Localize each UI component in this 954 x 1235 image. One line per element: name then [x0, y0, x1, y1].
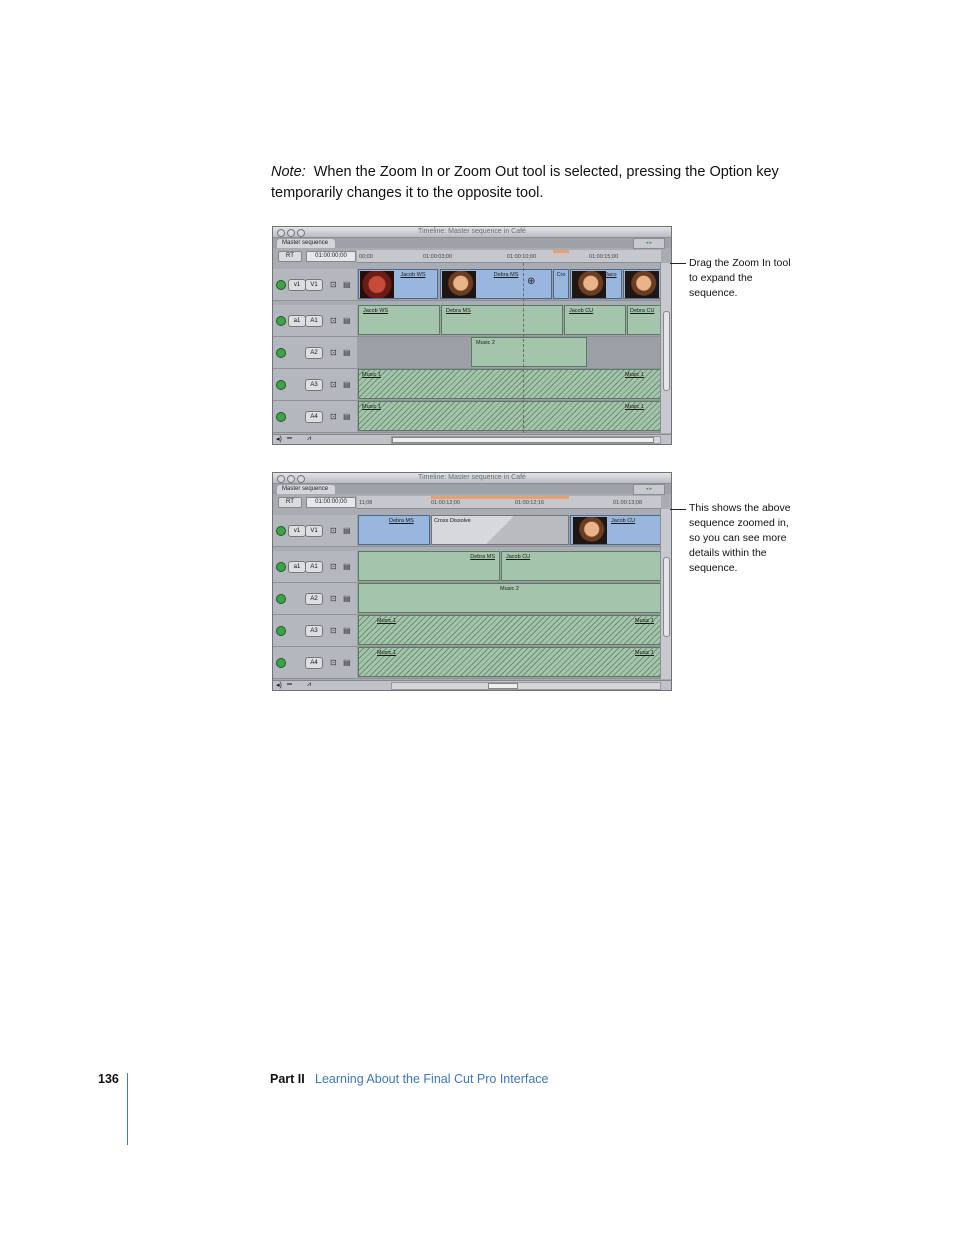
video-clip[interactable] [623, 269, 661, 299]
clip-label: Cro [556, 272, 566, 278]
destination-track-button[interactable]: A1 [305, 561, 323, 573]
track-a1 [273, 551, 661, 583]
window-title: Timeline: Master sequence in Café [418, 228, 526, 235]
tab-master-sequence[interactable]: Master sequence [277, 239, 335, 248]
clip-label: Jacob CU [506, 554, 531, 560]
horizontal-zoom-scrollbar[interactable] [391, 436, 661, 444]
timeline-bottom-bar [273, 434, 671, 444]
callout-leader-line [670, 263, 686, 264]
clip-label: Jacob CU [611, 518, 636, 524]
destination-track-button[interactable]: A3 [305, 379, 323, 391]
note-paragraph [271, 162, 791, 204]
clip-label: Music 2 [476, 340, 495, 346]
zoom-in-cursor-icon: ⊕ [527, 276, 536, 287]
auto-select-icon[interactable]: ▤ [343, 412, 351, 421]
auto-select-icon[interactable]: ▤ [343, 658, 351, 667]
scroll-thumb[interactable] [663, 557, 670, 637]
render-range-bar [553, 250, 569, 253]
auto-select-icon[interactable]: ▤ [343, 280, 351, 289]
audio-icon[interactable]: ◂) [276, 436, 282, 443]
source-patch-button[interactable]: v1 [288, 525, 306, 537]
clip-label: Music 1 [362, 404, 381, 410]
track-lane [357, 369, 661, 400]
auto-select-icon[interactable]: ▤ [343, 380, 351, 389]
clip-thumbnail [573, 517, 607, 544]
audio-clip[interactable] [564, 305, 626, 335]
tab-master-sequence[interactable]: Master sequence [277, 485, 335, 494]
tab-row [273, 238, 671, 248]
clip-label: Music 1 [377, 618, 396, 624]
minimize-button-icon[interactable] [287, 475, 295, 483]
clip-overlays-icon[interactable]: ⩘ [307, 681, 311, 688]
lock-icon[interactable]: ⊡ [330, 658, 337, 667]
video-clip[interactable] [570, 515, 661, 545]
source-patch-button[interactable]: v1 [288, 279, 306, 291]
audio-clip[interactable] [441, 305, 563, 335]
track-a3 [273, 369, 661, 401]
close-button-icon[interactable] [277, 475, 285, 483]
vertical-scrollbar[interactable] [660, 263, 671, 433]
track-header [273, 401, 357, 432]
track-header [273, 305, 357, 336]
video-clip[interactable] [358, 269, 438, 299]
track-a1 [273, 305, 661, 337]
window-title: Timeline: Master sequence in Café [418, 474, 526, 481]
clip-label: Debra MS [389, 518, 414, 524]
vertical-scrollbar[interactable] [660, 509, 671, 679]
track-a4 [273, 647, 661, 679]
track-lane [357, 269, 661, 300]
window-titlebar [273, 473, 671, 484]
auto-select-icon[interactable]: ▤ [343, 526, 351, 535]
lock-icon[interactable]: ⊡ [330, 380, 337, 389]
ruler-tick-label: 01:00:13;08 [613, 500, 643, 506]
render-range-bar [431, 496, 569, 499]
timeline-window-zoomed-in [272, 472, 672, 691]
video-clip[interactable] [358, 515, 430, 545]
destination-track-button[interactable]: A1 [305, 315, 323, 327]
audible-icon[interactable] [276, 412, 286, 422]
audio-clip[interactable] [358, 305, 440, 335]
footer-chapter-title: Learning About the Final Cut Pro Interface [315, 1072, 549, 1086]
ruler-tick-label: 01:00:10;00 [507, 254, 537, 260]
clip-label: Debra MS [446, 308, 471, 314]
footer-divider [127, 1073, 128, 1145]
ruler-tick-label: 01:00:12;00 [431, 500, 461, 506]
track-lane [357, 515, 661, 546]
lock-icon[interactable]: ⊡ [330, 348, 337, 357]
clip-label: Debra MS [493, 272, 519, 278]
track-v1 [273, 515, 661, 547]
track-a2 [273, 337, 661, 369]
timeline-window-zoomed-out [272, 226, 672, 445]
audible-icon[interactable] [276, 562, 286, 572]
auto-select-icon[interactable]: ▤ [343, 594, 351, 603]
auto-select-icon[interactable]: ▤ [343, 562, 351, 571]
clip-label: Music 1 [625, 372, 644, 378]
window-titlebar [273, 227, 671, 238]
lock-icon[interactable]: ⊡ [330, 280, 337, 289]
ruler-tick-label: 01:00:12;16 [515, 500, 545, 506]
source-patch-button[interactable]: a1 [288, 561, 306, 573]
zoom-button-icon[interactable] [297, 229, 305, 237]
timeline-bottom-bar [273, 680, 671, 690]
transition-label: Cross Dissolve [434, 518, 471, 524]
zoom-control-icon[interactable]: ◂ ▸ [633, 484, 665, 495]
clip-label: Music 1 [362, 372, 381, 378]
note-text: When the Zoom In or Zoom Out tool is selected, pressing the Option key temporarily changes it to the opposite tool. [271, 164, 779, 201]
audio-clip[interactable] [627, 305, 661, 335]
clip-label: Debra CU [630, 308, 655, 314]
destination-track-button[interactable]: V1 [305, 279, 323, 291]
callout-text: Drag the Zoom In tool to expand the sequence. [689, 257, 791, 299]
time-ruler[interactable] [357, 250, 661, 263]
track-header [273, 615, 357, 646]
clip-label: Music 1 [635, 650, 654, 656]
clip-thumbnail [625, 271, 659, 298]
clip-label: Jacob WS [363, 308, 389, 314]
clip-label: Music 1 [635, 618, 654, 624]
ruler-tick-label: 00;00 [359, 254, 373, 260]
track-height-icon[interactable]: ═ [287, 681, 292, 688]
track-header [273, 515, 357, 546]
clip-label: Jacob CU [569, 308, 594, 314]
track-lane [357, 615, 661, 646]
track-visibility-icon[interactable] [276, 280, 286, 290]
clip-label: Jacob WS [400, 272, 426, 278]
track-header [273, 269, 357, 300]
track-a4 [273, 401, 661, 433]
track-header [273, 337, 357, 368]
audio-clip[interactable] [358, 647, 661, 677]
time-ruler[interactable] [357, 496, 661, 509]
track-lane [357, 583, 661, 614]
transition-clip[interactable] [553, 269, 569, 299]
minimize-button-icon[interactable] [287, 229, 295, 237]
track-header [273, 647, 357, 678]
tab-row [273, 484, 671, 494]
audio-clip[interactable] [358, 583, 661, 613]
source-patch-button[interactable]: a1 [288, 315, 306, 327]
clip-label: Jaco [605, 272, 617, 278]
auto-select-icon[interactable]: ▤ [343, 348, 351, 357]
lock-icon[interactable]: ⊡ [330, 316, 337, 325]
audio-clip[interactable] [358, 551, 500, 581]
cross-dissolve-transition[interactable] [431, 515, 569, 545]
ruler-tick-label: 01:00:03;00 [423, 254, 453, 260]
track-height-icon[interactable]: ═ [287, 435, 292, 442]
lock-icon[interactable]: ⊡ [330, 526, 337, 535]
scroll-thumb[interactable] [663, 311, 670, 391]
footer-part-label: Part II [270, 1072, 305, 1086]
destination-track-button[interactable]: A4 [305, 657, 323, 669]
track-header [273, 551, 357, 582]
audible-icon[interactable] [276, 348, 286, 358]
zoom-button-icon[interactable] [297, 475, 305, 483]
audio-clip[interactable] [358, 369, 661, 399]
timecode-field[interactable]: 01:00:00;00 [306, 497, 356, 508]
audible-icon[interactable] [276, 380, 286, 390]
clip-thumbnail [572, 271, 606, 298]
track-lane [357, 401, 661, 432]
track-a2 [273, 583, 661, 615]
page-number: 136 [98, 1072, 119, 1086]
audio-clip[interactable] [358, 615, 661, 645]
auto-select-icon[interactable]: ▤ [343, 316, 351, 325]
audio-icon[interactable]: ◂) [276, 682, 282, 689]
clip-label: Music 1 [625, 404, 644, 410]
zoom-slider-thumb[interactable] [488, 683, 518, 689]
track-a3 [273, 615, 661, 647]
rt-menu-button[interactable]: RT [278, 251, 302, 262]
destination-track-button[interactable]: V1 [305, 525, 323, 537]
note-label: Note: [271, 164, 306, 180]
clip-label: Music 2 [500, 586, 519, 592]
audio-clip[interactable] [501, 551, 661, 581]
lock-icon[interactable]: ⊡ [330, 562, 337, 571]
destination-track-button[interactable]: A4 [305, 411, 323, 423]
lock-icon[interactable]: ⊡ [330, 626, 337, 635]
audio-clip[interactable] [471, 337, 587, 367]
zoom-control-icon[interactable]: ◂ ▸ [633, 238, 665, 249]
auto-select-icon[interactable]: ▤ [343, 626, 351, 635]
track-lane [357, 551, 661, 582]
audio-clip[interactable] [358, 401, 661, 431]
destination-track-button[interactable]: A2 [305, 347, 323, 359]
track-v1 [273, 269, 661, 301]
destination-track-button[interactable]: A2 [305, 593, 323, 605]
video-clip[interactable] [570, 269, 622, 299]
clip-label: Music 1 [377, 650, 396, 656]
timecode-field[interactable]: 01:00:00;00 [306, 251, 356, 262]
ruler-tick-label: 01:00:15;00 [589, 254, 619, 260]
track-lane [357, 337, 661, 368]
track-header [273, 583, 357, 614]
playhead[interactable] [523, 263, 524, 433]
track-visibility-icon[interactable] [276, 526, 286, 536]
audible-icon[interactable] [276, 626, 286, 636]
horizontal-zoom-scrollbar[interactable] [391, 682, 661, 690]
callout-leader-line [670, 509, 686, 510]
close-button-icon[interactable] [277, 229, 285, 237]
track-header [273, 369, 357, 400]
destination-track-button[interactable]: A3 [305, 625, 323, 637]
zoom-slider-thumb[interactable] [392, 437, 654, 443]
track-lane [357, 305, 661, 336]
clip-overlays-icon[interactable]: ⩘ [307, 435, 311, 442]
ruler-tick-label: 11;08 [359, 500, 373, 506]
lock-icon[interactable]: ⊡ [330, 412, 337, 421]
audible-icon[interactable] [276, 658, 286, 668]
track-lane [357, 647, 661, 678]
clip-label: Debra MS [470, 554, 495, 560]
rt-menu-button[interactable]: RT [278, 497, 302, 508]
callout-text: This shows the above sequence zoomed in, so you can see more details within the sequence. [689, 502, 791, 574]
audible-icon[interactable] [276, 594, 286, 604]
audible-icon[interactable] [276, 316, 286, 326]
lock-icon[interactable]: ⊡ [330, 594, 337, 603]
